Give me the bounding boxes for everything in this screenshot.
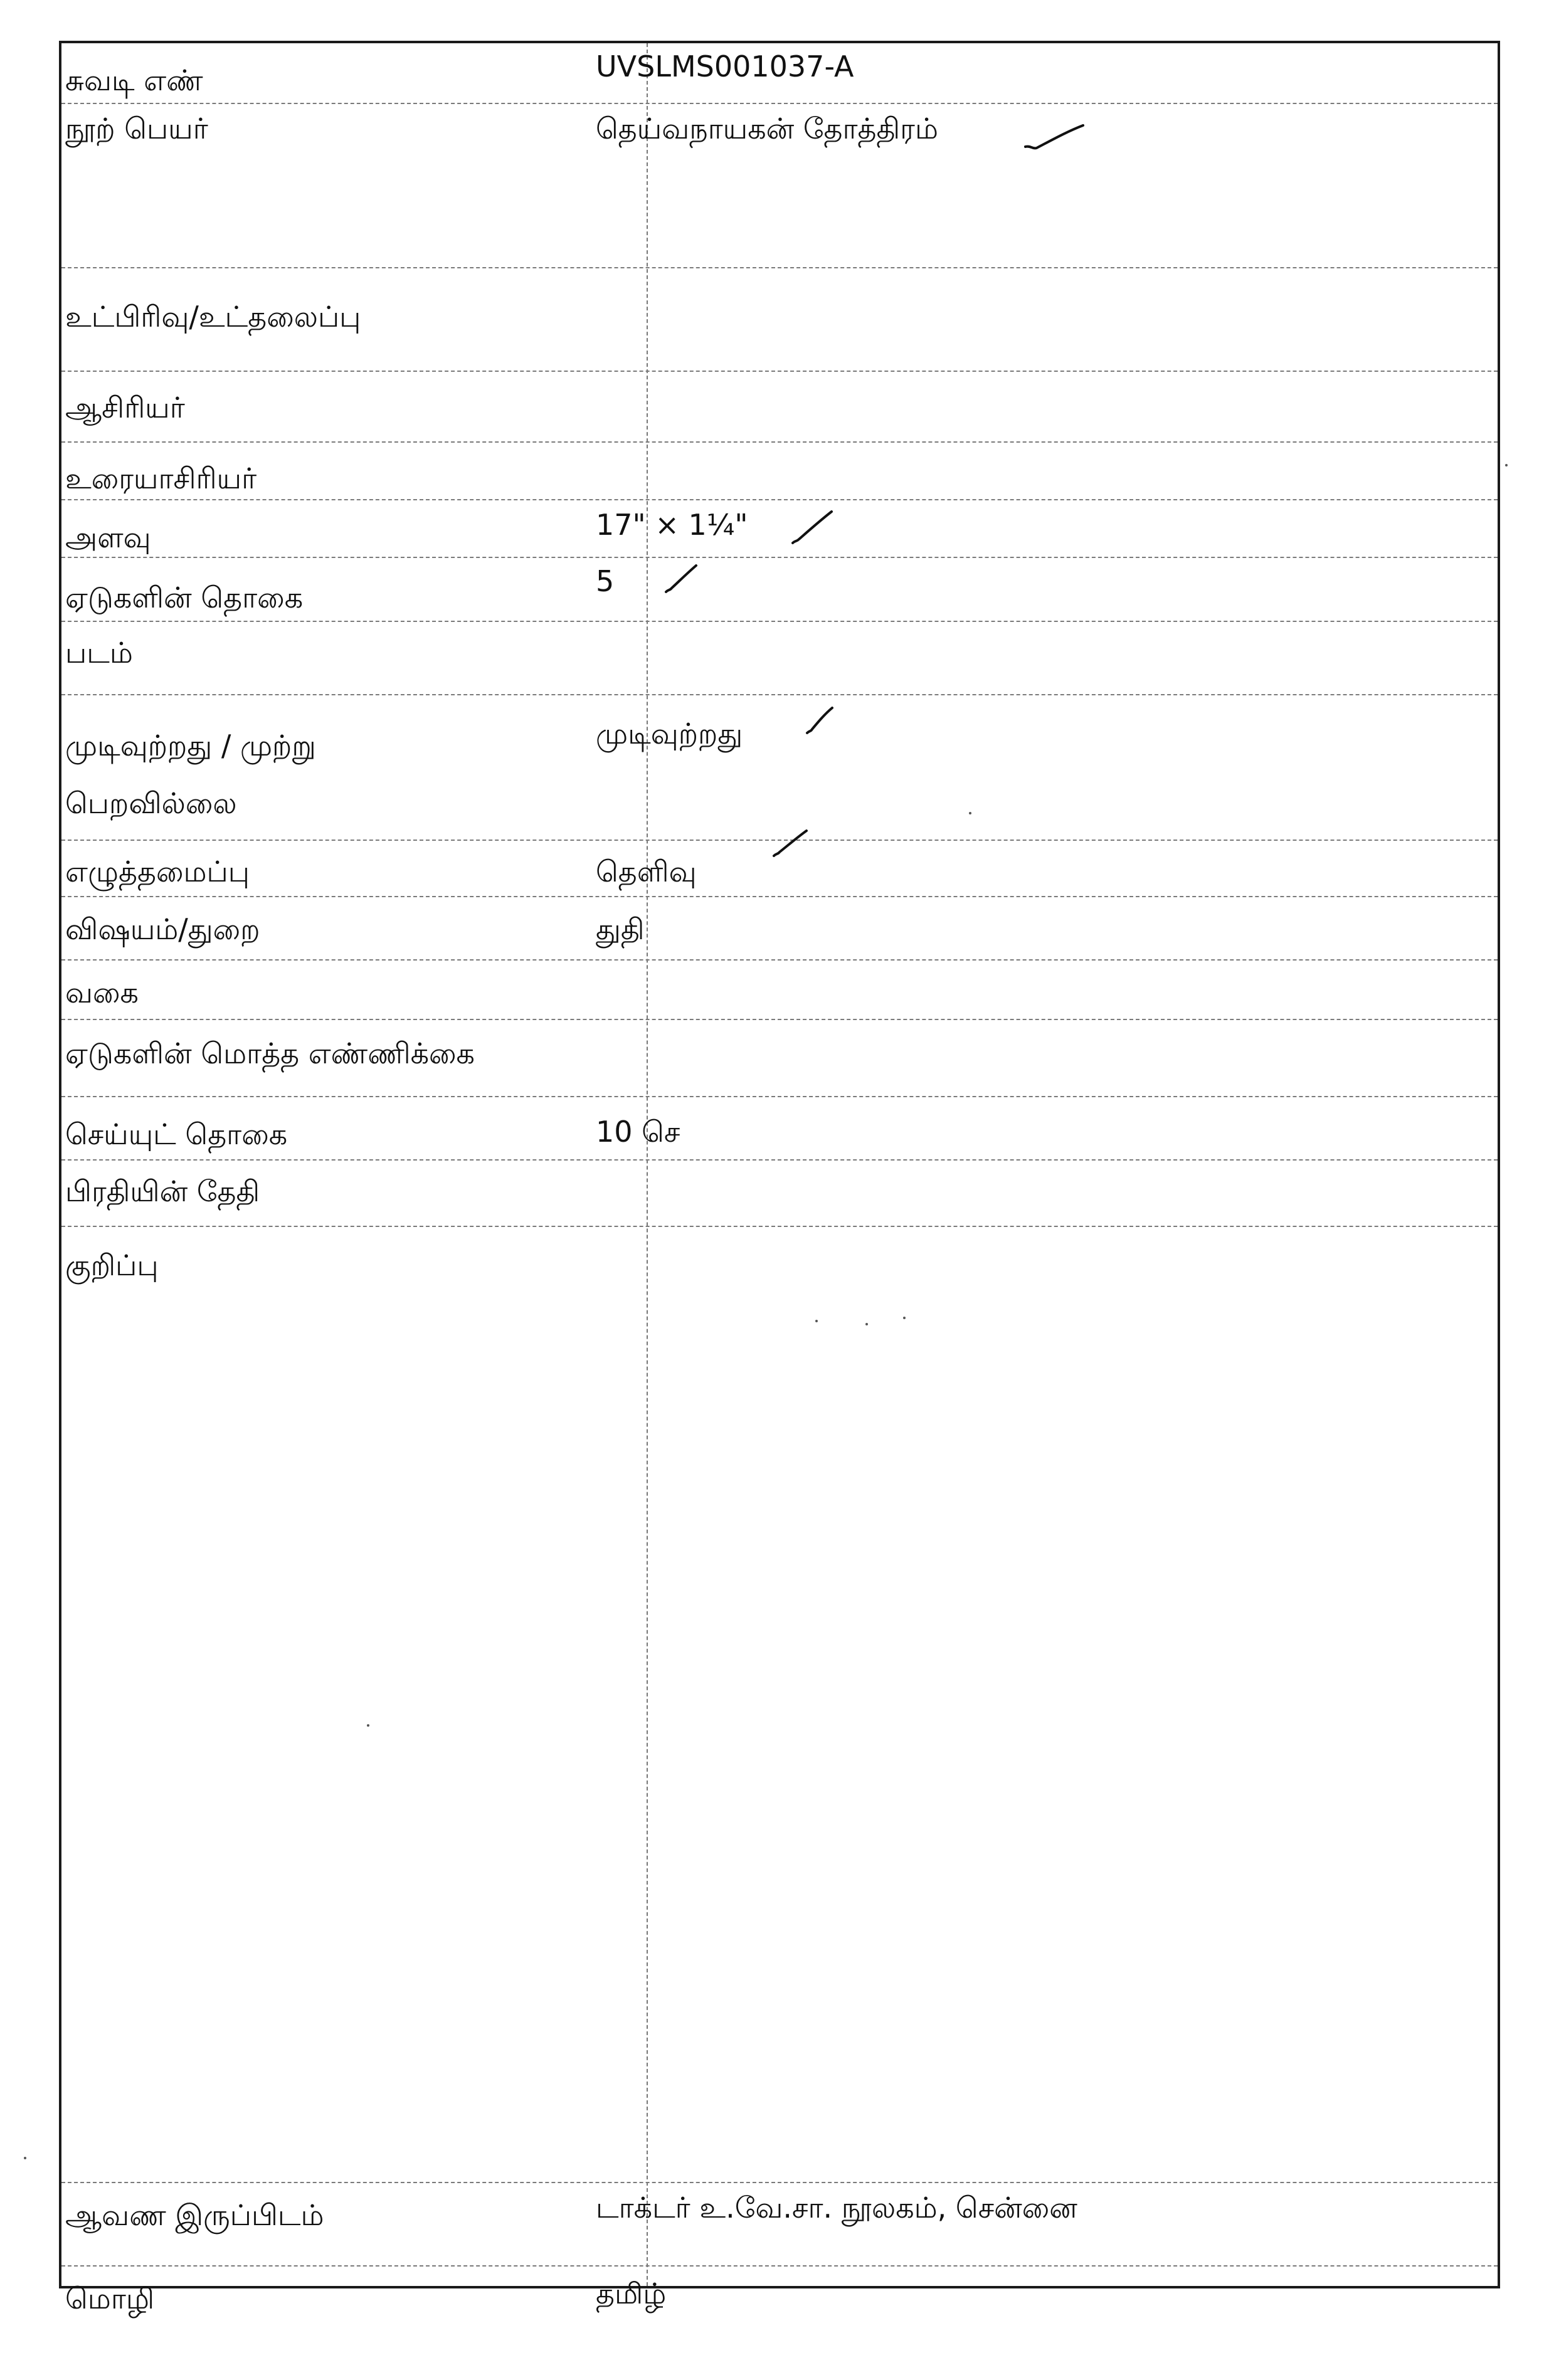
row-notes [61,1227,1498,2183]
row-script-clarity [61,841,1498,897]
label-document-location: ஆவண இருப்பிடம் [65,2198,324,2232]
row-leaf-count [61,558,1498,622]
scan-speck [815,1320,818,1322]
row-manuscript-number [61,43,1498,104]
row-document-location [61,2183,1498,2267]
value-leaf-count: 5 [596,564,615,598]
label-verse-count: செய்யுட் தொகை [65,1117,288,1151]
label-total-leaves: ஏடுகளின் மொத்த எண்ணிக்கை [65,1036,475,1070]
handwritten-checkmark-icon [664,563,699,594]
scan-speck [969,812,971,814]
handwritten-checkmark-icon [790,509,834,547]
row-completion-status [61,695,1498,841]
scan-speck [903,1317,906,1319]
label-script-clarity: எழுத்தமைப்பு [65,855,250,888]
row-size [61,500,1498,558]
label-language: மொழி [65,2282,155,2315]
label-title: நூற் பெயர் [65,112,208,145]
scan-speck [367,1724,369,1727]
row-title [61,104,1498,268]
label-author: ஆசிரியர் [65,391,185,424]
value-document-location: டாக்டர் உ.வே.சா. நூலகம், சென்னை [596,2191,1077,2225]
scan-speck [1505,464,1508,466]
value-language: தமிழ் [596,2277,667,2310]
value-verse-count: 10 செ [596,1115,680,1149]
value-subject: துதி [596,912,645,946]
value-manuscript-number: UVSLMS001037-A [596,50,854,83]
row-copy-date [61,1161,1498,1227]
row-language [61,2267,1498,2315]
label-size: அளவு [65,520,151,554]
handwritten-checkmark-icon [771,828,809,858]
row-image [61,622,1498,695]
row-total-leaves [61,1020,1498,1097]
label-leaf-count: ஏடுகளின் தொகை [65,581,304,614]
handwritten-checkmark-icon [805,705,835,735]
value-script-clarity: தெளிவு [596,855,697,888]
row-author [61,372,1498,443]
row-subject [61,897,1498,961]
scan-speck [24,2157,26,2159]
label-subject: விஷயம்/துறை [65,912,260,946]
scan-speck [865,1323,868,1325]
row-type [61,961,1498,1020]
label-completion-status: முடிவுற்றது / முற்று பெறவில்லை [65,729,316,820]
label-notes: குறிப்பு [65,1248,159,1282]
value-size: 17" × 1¼" [596,508,748,542]
value-title: தெய்வநாயகன் தோத்திரம் [596,112,938,145]
label-image: படம் [65,636,133,670]
handwritten-checkmark-icon [1023,123,1086,154]
label-subdivision: உட்பிரிவு/உட்தலைப்பு [65,300,361,334]
label-copy-date: பிரதியின் தேதி [65,1174,260,1208]
row-verse-count [61,1097,1498,1161]
label-type: வகை [65,976,139,1009]
label-commentator: உரையாசிரியர் [65,461,257,495]
row-subdivision [61,268,1498,372]
manuscript-record-form [59,41,1500,2315]
label-manuscript-number: சுவடி எண் [65,63,203,97]
value-completion-status: முடிவுற்றது [596,717,743,750]
row-commentator [61,443,1498,500]
